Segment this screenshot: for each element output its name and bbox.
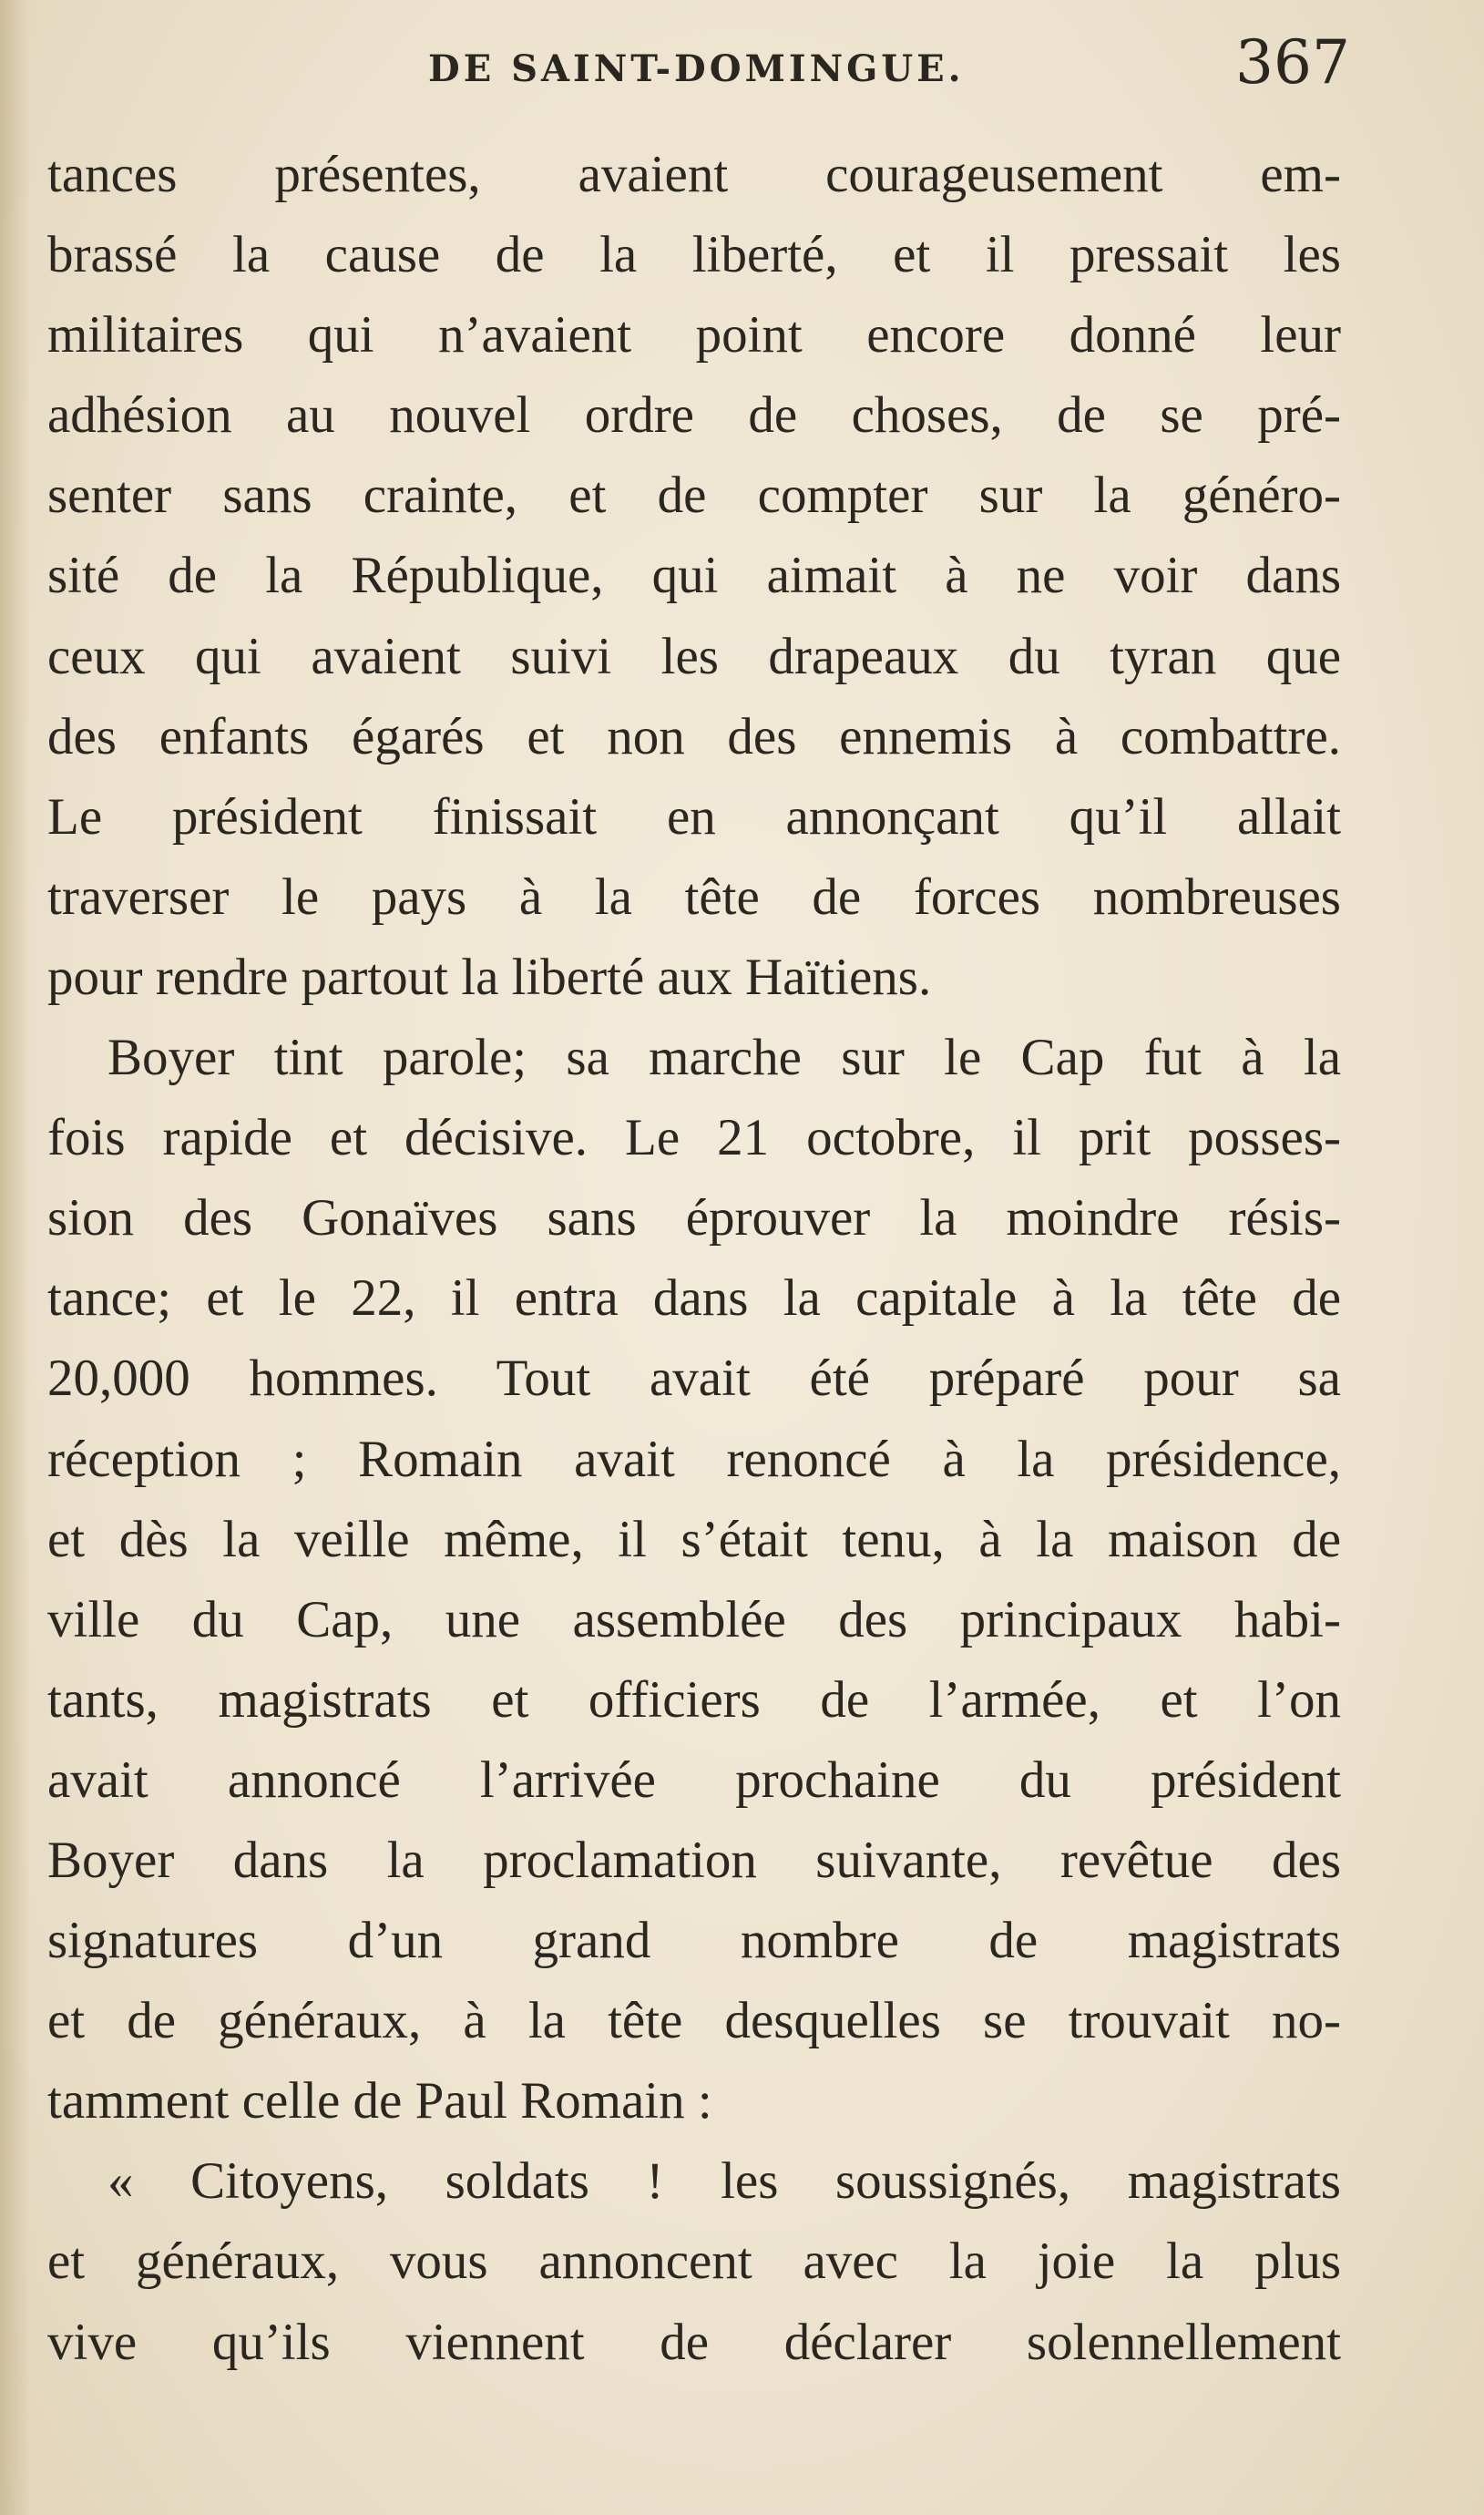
page-number: 367 xyxy=(1235,27,1350,98)
text-line: tance; et le 22, il entra dans la capitale à la tête de xyxy=(47,1269,1341,1328)
page-header xyxy=(0,27,1484,118)
text-line: militaires qui n’avaient point encore donné leur xyxy=(47,306,1341,364)
text-line: traverser le pays à la tête de forces nombreuses xyxy=(47,867,1341,926)
text-line: des enfants égarés et non des ennemis à combattre. xyxy=(47,707,1341,765)
paragraph-end-line: pour rendre partout la liberté aux Haïtiens. xyxy=(47,948,932,1006)
text-line: ceux qui avaient suivi les drapeaux du tyran que xyxy=(47,627,1341,685)
text-line: et généraux, vous annoncent avec la joie la plus xyxy=(47,2233,1341,2291)
text-line: ville du Cap, une assemblée des principaux habi- xyxy=(47,1590,1341,1648)
paragraph-end-line: tamment celle de Paul Romain : xyxy=(47,2072,712,2130)
text-line: 20,000 hommes. Tout avait été préparé pour sa xyxy=(47,1350,1341,1408)
body-text xyxy=(47,135,1341,2383)
text-line: senter sans crainte, et de compter sur la généro- xyxy=(47,467,1341,525)
text-line: brassé la cause de la liberté, et il pressait les xyxy=(47,226,1341,284)
paragraph-start-line: Boyer tint parole; sa marche sur le Cap fut à la xyxy=(107,1029,1341,1087)
gutter-shadow xyxy=(0,0,31,2515)
text-line: tances présentes, avaient courageusement em- xyxy=(47,146,1341,203)
text-line: sion des Gonaïves sans éprouver la moindre résis- xyxy=(47,1189,1341,1247)
text-line: avait annoncé l’arrivée prochaine du président xyxy=(47,1750,1341,1809)
text-line: fois rapide et décisive. Le 21 octobre, il prit posses- xyxy=(47,1109,1341,1167)
text-line: Boyer dans la proclamation suivante, revêtue des xyxy=(47,1831,1341,1889)
running-head: DE SAINT-DOMINGUE. xyxy=(428,47,965,90)
text-line: signatures d’un grand nombre de magistrats xyxy=(47,1912,1341,1970)
text-line: adhésion au nouvel ordre de choses, de se pré- xyxy=(47,386,1341,445)
text-line: et dès la veille même, il s’était tenu, à la maison de xyxy=(47,1510,1341,1568)
text-line: tants, magistrats et officiers de l’armée, et l’on xyxy=(47,1670,1341,1729)
text-line: et de généraux, à la tête desquelles se trouvait no- xyxy=(47,1992,1341,2050)
text-line: Le président finissait en annonçant qu’il allait xyxy=(47,787,1341,846)
quotation-start-line: « Citoyens, soldats ! les soussignés, magistrats xyxy=(107,2152,1341,2211)
text-line: réception ; Romain avait renoncé à la présidence, xyxy=(47,1430,1341,1488)
text-line: vive qu’ils viennent de déclarer solennellement xyxy=(47,2313,1341,2371)
text-line: sité de la République, qui aimait à ne voir dans xyxy=(47,547,1341,605)
